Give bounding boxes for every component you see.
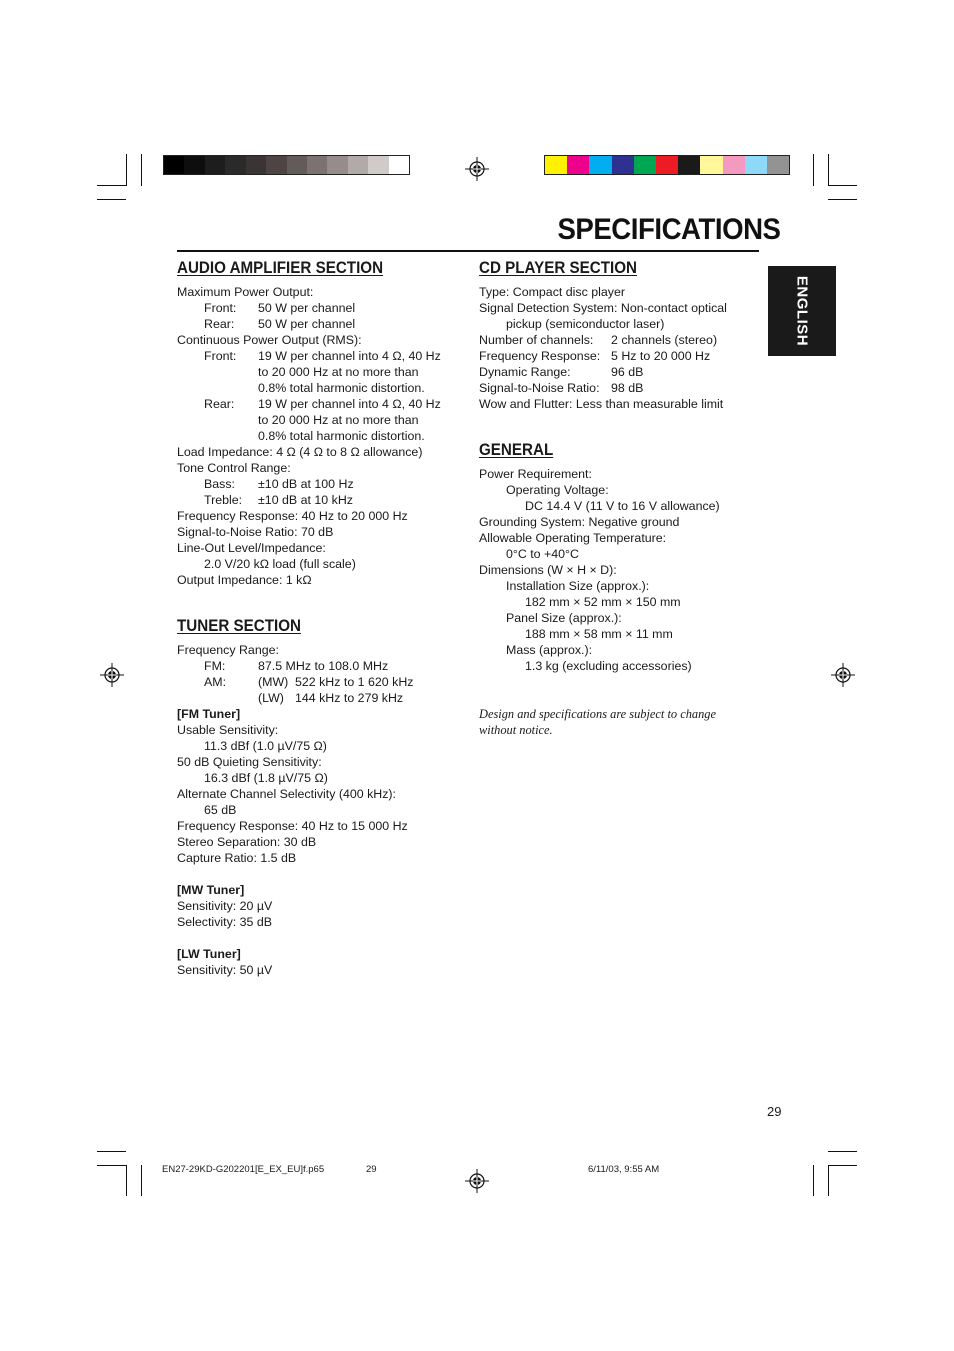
general-heading: GENERAL	[479, 441, 554, 459]
spec-value: ±10 dB at 100 Hz	[258, 477, 354, 491]
color-swatch	[634, 156, 656, 174]
spec-line: Selectivity: 35 dB	[177, 915, 273, 929]
page-number: 29	[767, 1104, 782, 1119]
color-swatch	[745, 156, 767, 174]
spec-line: Output Impedance: 1 kΩ	[177, 573, 312, 587]
registration-mark-icon	[831, 663, 855, 687]
spec-value: 2 channels (stereo)	[611, 333, 718, 347]
spec-line: 0.8% total harmonic distortion.	[258, 381, 425, 395]
spec-line: Sensitivity: 20 µV	[177, 899, 273, 913]
color-swatch	[368, 156, 388, 174]
spec-line: Signal-to-Noise Ratio: 70 dB	[177, 525, 334, 539]
footer-date: 6/11/03, 9:55 AM	[588, 1164, 660, 1175]
spec-row	[177, 690, 467, 706]
spec-line: Wow and Flutter: Less than measurable limit	[479, 397, 724, 411]
spec-value: 19 W per channel into 4 Ω, 40 Hz	[258, 349, 441, 363]
crop-mark	[828, 1151, 857, 1152]
spec-value: 98 dB	[611, 381, 644, 395]
spec-line: Installation Size (approx.):	[506, 579, 650, 593]
spec-line: Alternate Channel Selectivity (400 kHz):	[177, 787, 397, 801]
audio-heading: AUDIO AMPLIFIER SECTION	[177, 259, 384, 277]
color-swatch	[723, 156, 745, 174]
spec-row	[479, 364, 764, 380]
spec-line: Capture Ratio: 1.5 dB	[177, 851, 297, 865]
spec-label: AM:	[204, 675, 227, 689]
color-swatch	[656, 156, 678, 174]
crop-mark	[828, 185, 857, 186]
spec-line: to 20 000 Hz at no more than	[258, 365, 419, 379]
color-swatch	[205, 156, 225, 174]
mw-tuner-subheading: [MW Tuner]	[177, 883, 245, 897]
registration-mark-icon	[465, 1169, 489, 1193]
spec-line: Grounding System: Negative ground	[479, 515, 680, 529]
spec-label: (LW)	[258, 691, 284, 705]
spec-label: Dynamic Range:	[479, 365, 571, 379]
spec-line: Type: Compact disc player	[479, 285, 625, 299]
spec-line: 1.3 kg (excluding accessories)	[525, 659, 692, 673]
crop-mark	[813, 154, 814, 186]
color-swatch	[246, 156, 266, 174]
color-swatch	[287, 156, 307, 174]
crop-mark	[97, 1151, 126, 1152]
page-title: SPECIFICATIONS	[557, 213, 781, 246]
spec-value: 5 Hz to 20 000 Hz	[611, 349, 711, 363]
spec-line: Line-Out Level/Impedance:	[177, 541, 326, 555]
crop-mark	[828, 1165, 829, 1196]
lw-tuner-subheading: [LW Tuner]	[177, 947, 241, 961]
color-swatch	[567, 156, 589, 174]
tuner-heading: TUNER SECTION	[177, 617, 301, 635]
crop-mark	[828, 154, 829, 186]
language-tab	[768, 266, 836, 356]
spec-line: 182 mm × 52 mm × 150 mm	[525, 595, 681, 609]
color-swatch	[589, 156, 611, 174]
spec-row	[177, 674, 467, 690]
spec-row	[479, 332, 764, 348]
color-calibration-bar	[544, 155, 790, 175]
spec-line: Operating Voltage:	[506, 483, 609, 497]
spec-line: 2.0 V/20 kΩ load (full scale)	[204, 557, 356, 571]
registration-mark-icon	[100, 663, 124, 687]
spec-line: Dimensions (W × H × D):	[479, 563, 617, 577]
spec-row	[177, 476, 467, 492]
spec-row	[479, 380, 764, 396]
spec-row	[177, 316, 467, 332]
spec-line: Stereo Separation: 30 dB	[177, 835, 317, 849]
footer-page: 29	[366, 1164, 377, 1175]
spec-value: 87.5 MHz to 108.0 MHz	[258, 659, 389, 673]
crop-mark	[97, 199, 126, 200]
spec-line: 65 dB	[204, 803, 237, 817]
color-swatch	[184, 156, 204, 174]
spec-row	[177, 658, 467, 674]
color-swatch	[767, 156, 789, 174]
color-swatch	[307, 156, 327, 174]
disclaimer-note: Design and specifications are subject to change	[479, 707, 716, 721]
spec-label: Treble:	[204, 493, 243, 507]
color-swatch	[678, 156, 700, 174]
spec-line: Frequency Response: 40 Hz to 20 000 Hz	[177, 509, 408, 523]
crop-mark	[97, 1165, 126, 1166]
crop-mark	[97, 185, 126, 186]
grayscale-calibration-bar	[163, 155, 410, 175]
title-rule	[177, 250, 759, 252]
crop-mark	[126, 154, 127, 186]
spec-line: Allowable Operating Temperature:	[479, 531, 667, 545]
spec-line: 16.3 dBf (1.8 µV/75 Ω)	[204, 771, 328, 785]
color-swatch	[348, 156, 368, 174]
spec-row	[177, 396, 467, 412]
spec-value: 50 W per channel	[258, 301, 356, 315]
spec-line: DC 14.4 V (11 V to 16 V allowance)	[525, 499, 720, 513]
right-column	[479, 258, 764, 738]
cd-heading: CD PLAYER SECTION	[479, 259, 638, 277]
color-swatch	[164, 156, 184, 174]
spec-label: FM:	[204, 659, 226, 673]
crop-mark	[126, 1165, 127, 1196]
spec-row	[177, 300, 467, 316]
color-swatch	[612, 156, 634, 174]
spec-line: Maximum Power Output:	[177, 285, 314, 299]
spec-line: pickup (semiconductor laser)	[506, 317, 665, 331]
crop-mark	[813, 1165, 814, 1196]
spec-label: Front:	[204, 349, 237, 363]
spec-line: Signal Detection System: Non-contact optical	[479, 301, 727, 315]
spec-label: (MW)	[258, 675, 289, 689]
spec-value: 19 W per channel into 4 Ω, 40 Hz	[258, 397, 441, 411]
spec-label: Rear:	[204, 317, 235, 331]
color-swatch	[225, 156, 245, 174]
spec-line: Frequency Response: 40 Hz to 15 000 Hz	[177, 819, 408, 833]
spec-line: Mass (approx.):	[506, 643, 593, 657]
registration-mark-icon	[465, 157, 489, 181]
spec-label: Frequency Response:	[479, 349, 601, 363]
spec-value: 144 kHz to 279 kHz	[295, 691, 404, 705]
crop-mark	[141, 154, 142, 186]
spec-value: 522 kHz to 1 620 kHz	[295, 675, 414, 689]
spec-line: Continuous Power Output (RMS):	[177, 333, 362, 347]
spec-line: Frequency Range:	[177, 643, 279, 657]
spec-label: Signal-to-Noise Ratio:	[479, 381, 600, 395]
crop-mark	[828, 1165, 857, 1166]
color-swatch	[700, 156, 722, 174]
spec-line: Tone Control Range:	[177, 461, 291, 475]
spec-label: Rear:	[204, 397, 235, 411]
spec-line: 0.8% total harmonic distortion.	[258, 429, 425, 443]
spec-label: Front:	[204, 301, 237, 315]
spec-line: 0°C to +40°C	[506, 547, 579, 561]
color-swatch	[266, 156, 286, 174]
color-swatch	[327, 156, 347, 174]
spec-label: Number of channels:	[479, 333, 594, 347]
spec-value: ±10 dB at 10 kHz	[258, 493, 353, 507]
left-column	[177, 258, 467, 978]
disclaimer-note: without notice.	[479, 723, 553, 737]
spec-line: Usable Sensitivity:	[177, 723, 279, 737]
spec-line: Load Impedance: 4 Ω (4 Ω to 8 Ω allowance)	[177, 445, 423, 459]
spec-line: 188 mm × 58 mm × 11 mm	[525, 627, 673, 641]
color-swatch	[545, 156, 567, 174]
spec-label: Bass:	[204, 477, 235, 491]
color-swatch	[389, 156, 409, 174]
language-tab-label: ENGLISH	[793, 275, 811, 347]
footer-filename: EN27-29KD-G202201[E_EX_EU]f.p65	[162, 1164, 325, 1175]
fm-tuner-subheading: [FM Tuner]	[177, 707, 241, 721]
spec-line: 11.3 dBf (1.0 µV/75 Ω)	[204, 739, 327, 753]
spec-row	[479, 348, 764, 364]
spec-line: 50 dB Quieting Sensitivity:	[177, 755, 322, 769]
crop-mark	[828, 199, 857, 200]
spec-line: Power Requirement:	[479, 467, 592, 481]
spec-row	[177, 348, 467, 364]
spec-line: Panel Size (approx.):	[506, 611, 622, 625]
crop-mark	[141, 1165, 142, 1196]
spec-value: 50 W per channel	[258, 317, 356, 331]
spec-line: to 20 000 Hz at no more than	[258, 413, 419, 427]
spec-row	[177, 492, 467, 508]
spec-value: 96 dB	[611, 365, 644, 379]
spec-line: Sensitivity: 50 µV	[177, 963, 273, 977]
